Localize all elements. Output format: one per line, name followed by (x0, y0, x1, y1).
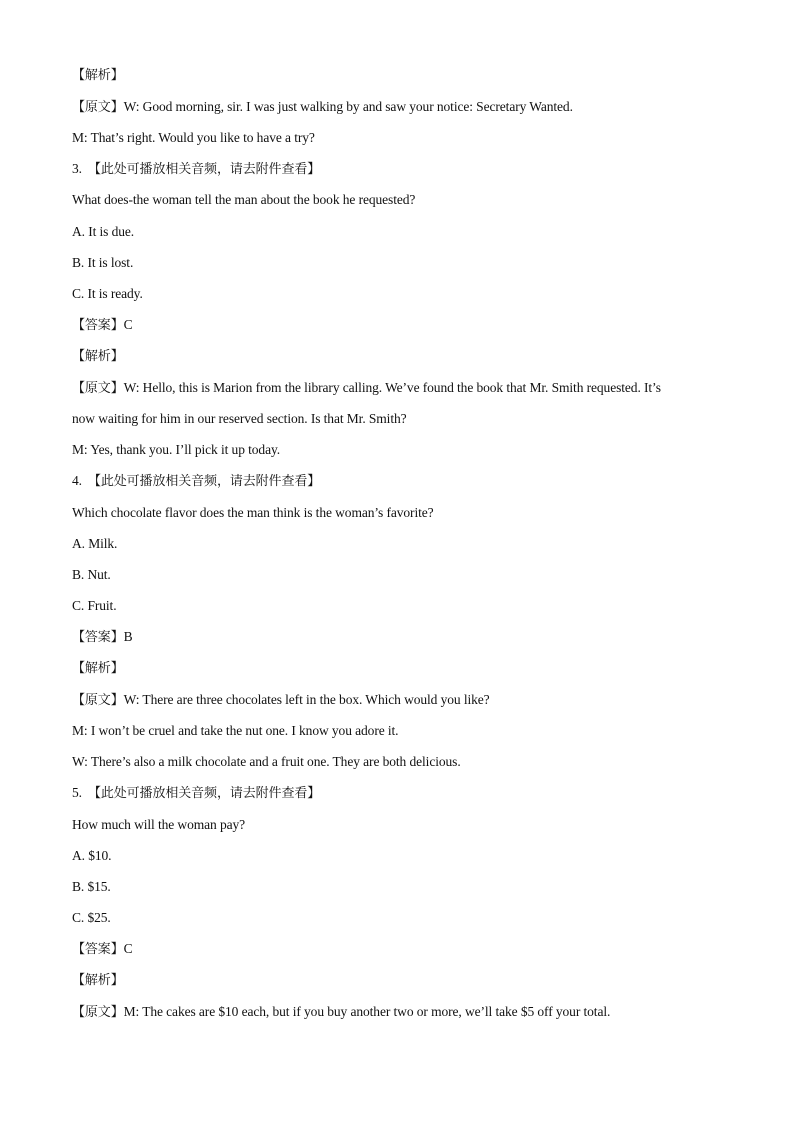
transcript-tag: 【原文】 (72, 100, 124, 115)
option-text: C. It is ready. (72, 286, 143, 301)
transcript-text: W: There’s also a milk chocolate and a fruit one. They are both delicious. (72, 754, 461, 769)
transcript-line (72, 689, 732, 711)
transcript-line (72, 96, 732, 118)
answer-tag: 【答案】 (72, 318, 124, 333)
analysis-tag: 【解析】 (72, 349, 124, 364)
audio-attachment-link[interactable]: 【此处可播放相关音频，请去附件查看】 (87, 786, 321, 801)
transcript-line (72, 377, 732, 399)
analysis-tag: 【解析】 (72, 68, 124, 83)
option-text: A. $10. (72, 848, 112, 863)
question-number: 4. (72, 473, 82, 488)
transcript-text: M: The cakes are $10 each, but if you buy another two or more, we’ll take $5 off your total. (123, 1004, 611, 1019)
option-text: C. Fruit. (72, 598, 117, 613)
option-c (72, 283, 732, 305)
transcript-text: M: Yes, thank you. I’ll pick it up today. (72, 442, 281, 457)
analysis-heading (72, 345, 732, 367)
transcript-line (72, 127, 732, 149)
option-c (72, 907, 732, 929)
option-text: C. $25. (72, 910, 111, 925)
transcript-line (72, 1001, 732, 1023)
option-text: A. It is due. (72, 224, 135, 239)
analysis-heading (72, 969, 732, 991)
transcript-text: M: I won’t be cruel and take the nut one. I know you adore it. (72, 723, 399, 738)
transcript-text: now waiting for him in our reserved section. Is that Mr. Smith? (72, 411, 407, 426)
question-4-header (72, 470, 732, 492)
option-b (72, 876, 732, 898)
question-number: 5. (72, 785, 82, 800)
question-text (72, 814, 732, 836)
question-4-text: Which chocolate flavor does the man think is the woman’s favorite? (72, 505, 434, 520)
option-b (72, 252, 732, 274)
transcript-text: M: That’s right. Would you like to have a try? (72, 130, 315, 145)
question-text (72, 502, 732, 524)
transcript-tag: 【原文】 (72, 693, 124, 708)
answer-value: B (123, 629, 133, 644)
transcript-text: W: Hello, this is Marion from the library calling. We’ve found the book that Mr. Smith requested. It’s (123, 380, 661, 395)
answer-value: C (123, 941, 133, 956)
transcript-line (72, 720, 732, 742)
transcript-tag: 【原文】 (72, 1005, 124, 1020)
answer-line (72, 314, 732, 336)
transcript-tag: 【原文】 (72, 381, 124, 396)
answer-value: C (123, 317, 133, 332)
analysis-tag: 【解析】 (72, 661, 124, 676)
option-text: B. It is lost. (72, 255, 134, 270)
transcript-text: W: Good morning, sir. I was just walking by and saw your notice: Secretary Wanted. (123, 99, 573, 114)
question-3-text: What does-the woman tell the man about the book he requested? (72, 192, 416, 207)
question-3-header (72, 158, 732, 180)
analysis-tag: 【解析】 (72, 973, 124, 988)
transcript-line (72, 439, 732, 461)
answer-tag: 【答案】 (72, 942, 124, 957)
analysis-heading (72, 657, 732, 679)
option-a (72, 845, 732, 867)
option-text: B. $15. (72, 879, 111, 894)
option-a (72, 221, 732, 243)
option-text: A. Milk. (72, 536, 118, 551)
question-number: 3. (72, 161, 82, 176)
audio-attachment-link[interactable]: 【此处可播放相关音频，请去附件查看】 (87, 162, 321, 177)
question-text (72, 189, 732, 211)
answer-tag: 【答案】 (72, 630, 124, 645)
question-5-text: How much will the woman pay? (72, 817, 246, 832)
option-c (72, 595, 732, 617)
transcript-line (72, 751, 732, 773)
option-b (72, 564, 732, 586)
analysis-heading (72, 64, 732, 86)
answer-line (72, 626, 732, 648)
audio-attachment-link[interactable]: 【此处可播放相关音频，请去附件查看】 (87, 474, 321, 489)
transcript-line (72, 408, 732, 430)
option-a (72, 533, 732, 555)
option-text: B. Nut. (72, 567, 111, 582)
question-5-header (72, 782, 732, 804)
transcript-text: W: There are three chocolates left in the box. Which would you like? (123, 692, 490, 707)
answer-line (72, 938, 732, 960)
